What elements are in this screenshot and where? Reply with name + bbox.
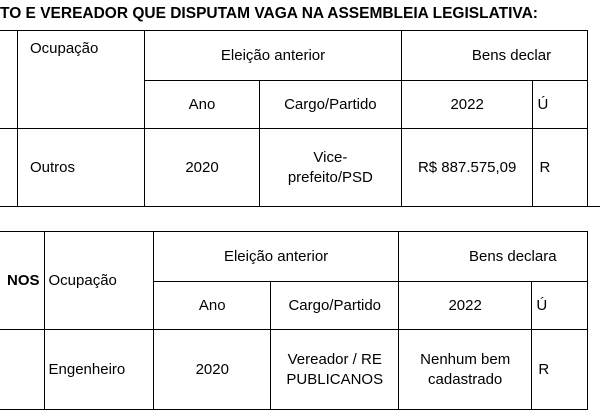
ocupacao-header: Ocupação xyxy=(44,232,154,330)
bens-ultima-header: Ú xyxy=(532,282,588,330)
bens-2022-header: 2022 xyxy=(401,81,533,129)
eleicao-anterior-header: Eleição anterior xyxy=(154,232,399,282)
bens-2022-header: 2022 xyxy=(399,282,532,330)
ano-header: Ano xyxy=(145,81,260,129)
cargo-partido-value: Vereador / REPUBLICANOS xyxy=(271,330,399,410)
bens-ultima-value: R xyxy=(533,129,588,207)
candidate-table-1 xyxy=(0,30,588,207)
name-cell xyxy=(0,31,17,129)
eleicao-anterior-header: Eleição anterior xyxy=(145,31,402,81)
cargo-partido-header: Cargo/Partido xyxy=(259,81,401,129)
ano-value: 2020 xyxy=(145,129,260,207)
bens-declarados-header: Bens declar xyxy=(401,31,587,81)
bens-ultima-value: R xyxy=(532,330,588,410)
ano-value: 2020 xyxy=(154,330,271,410)
section-divider xyxy=(0,206,600,207)
name-cell xyxy=(0,129,17,207)
bens-2022-value: Nenhum bem cadastrado xyxy=(399,330,532,410)
page-title: TO E VEREADOR QUE DISPUTAM VAGA NA ASSEMBLEIA LEGISLATIVA: xyxy=(0,5,538,22)
bens-declarados-header: Bens declara xyxy=(399,232,588,282)
ocupacao-value: Outros xyxy=(17,129,144,207)
candidate-table-2 xyxy=(0,231,588,410)
cargo-partido-value: Vice-prefeito/PSD xyxy=(259,129,401,207)
candidate-name-fragment: NOS xyxy=(0,232,44,330)
ocupacao-header: Ocupação xyxy=(17,31,144,129)
ocupacao-value: Engenheiro xyxy=(44,330,154,410)
name-cell xyxy=(0,330,44,410)
bens-2022-value: R$ 887.575,09 xyxy=(401,129,533,207)
bens-ultima-header: Ú xyxy=(533,81,588,129)
cargo-partido-header: Cargo/Partido xyxy=(271,282,399,330)
ano-header: Ano xyxy=(154,282,271,330)
